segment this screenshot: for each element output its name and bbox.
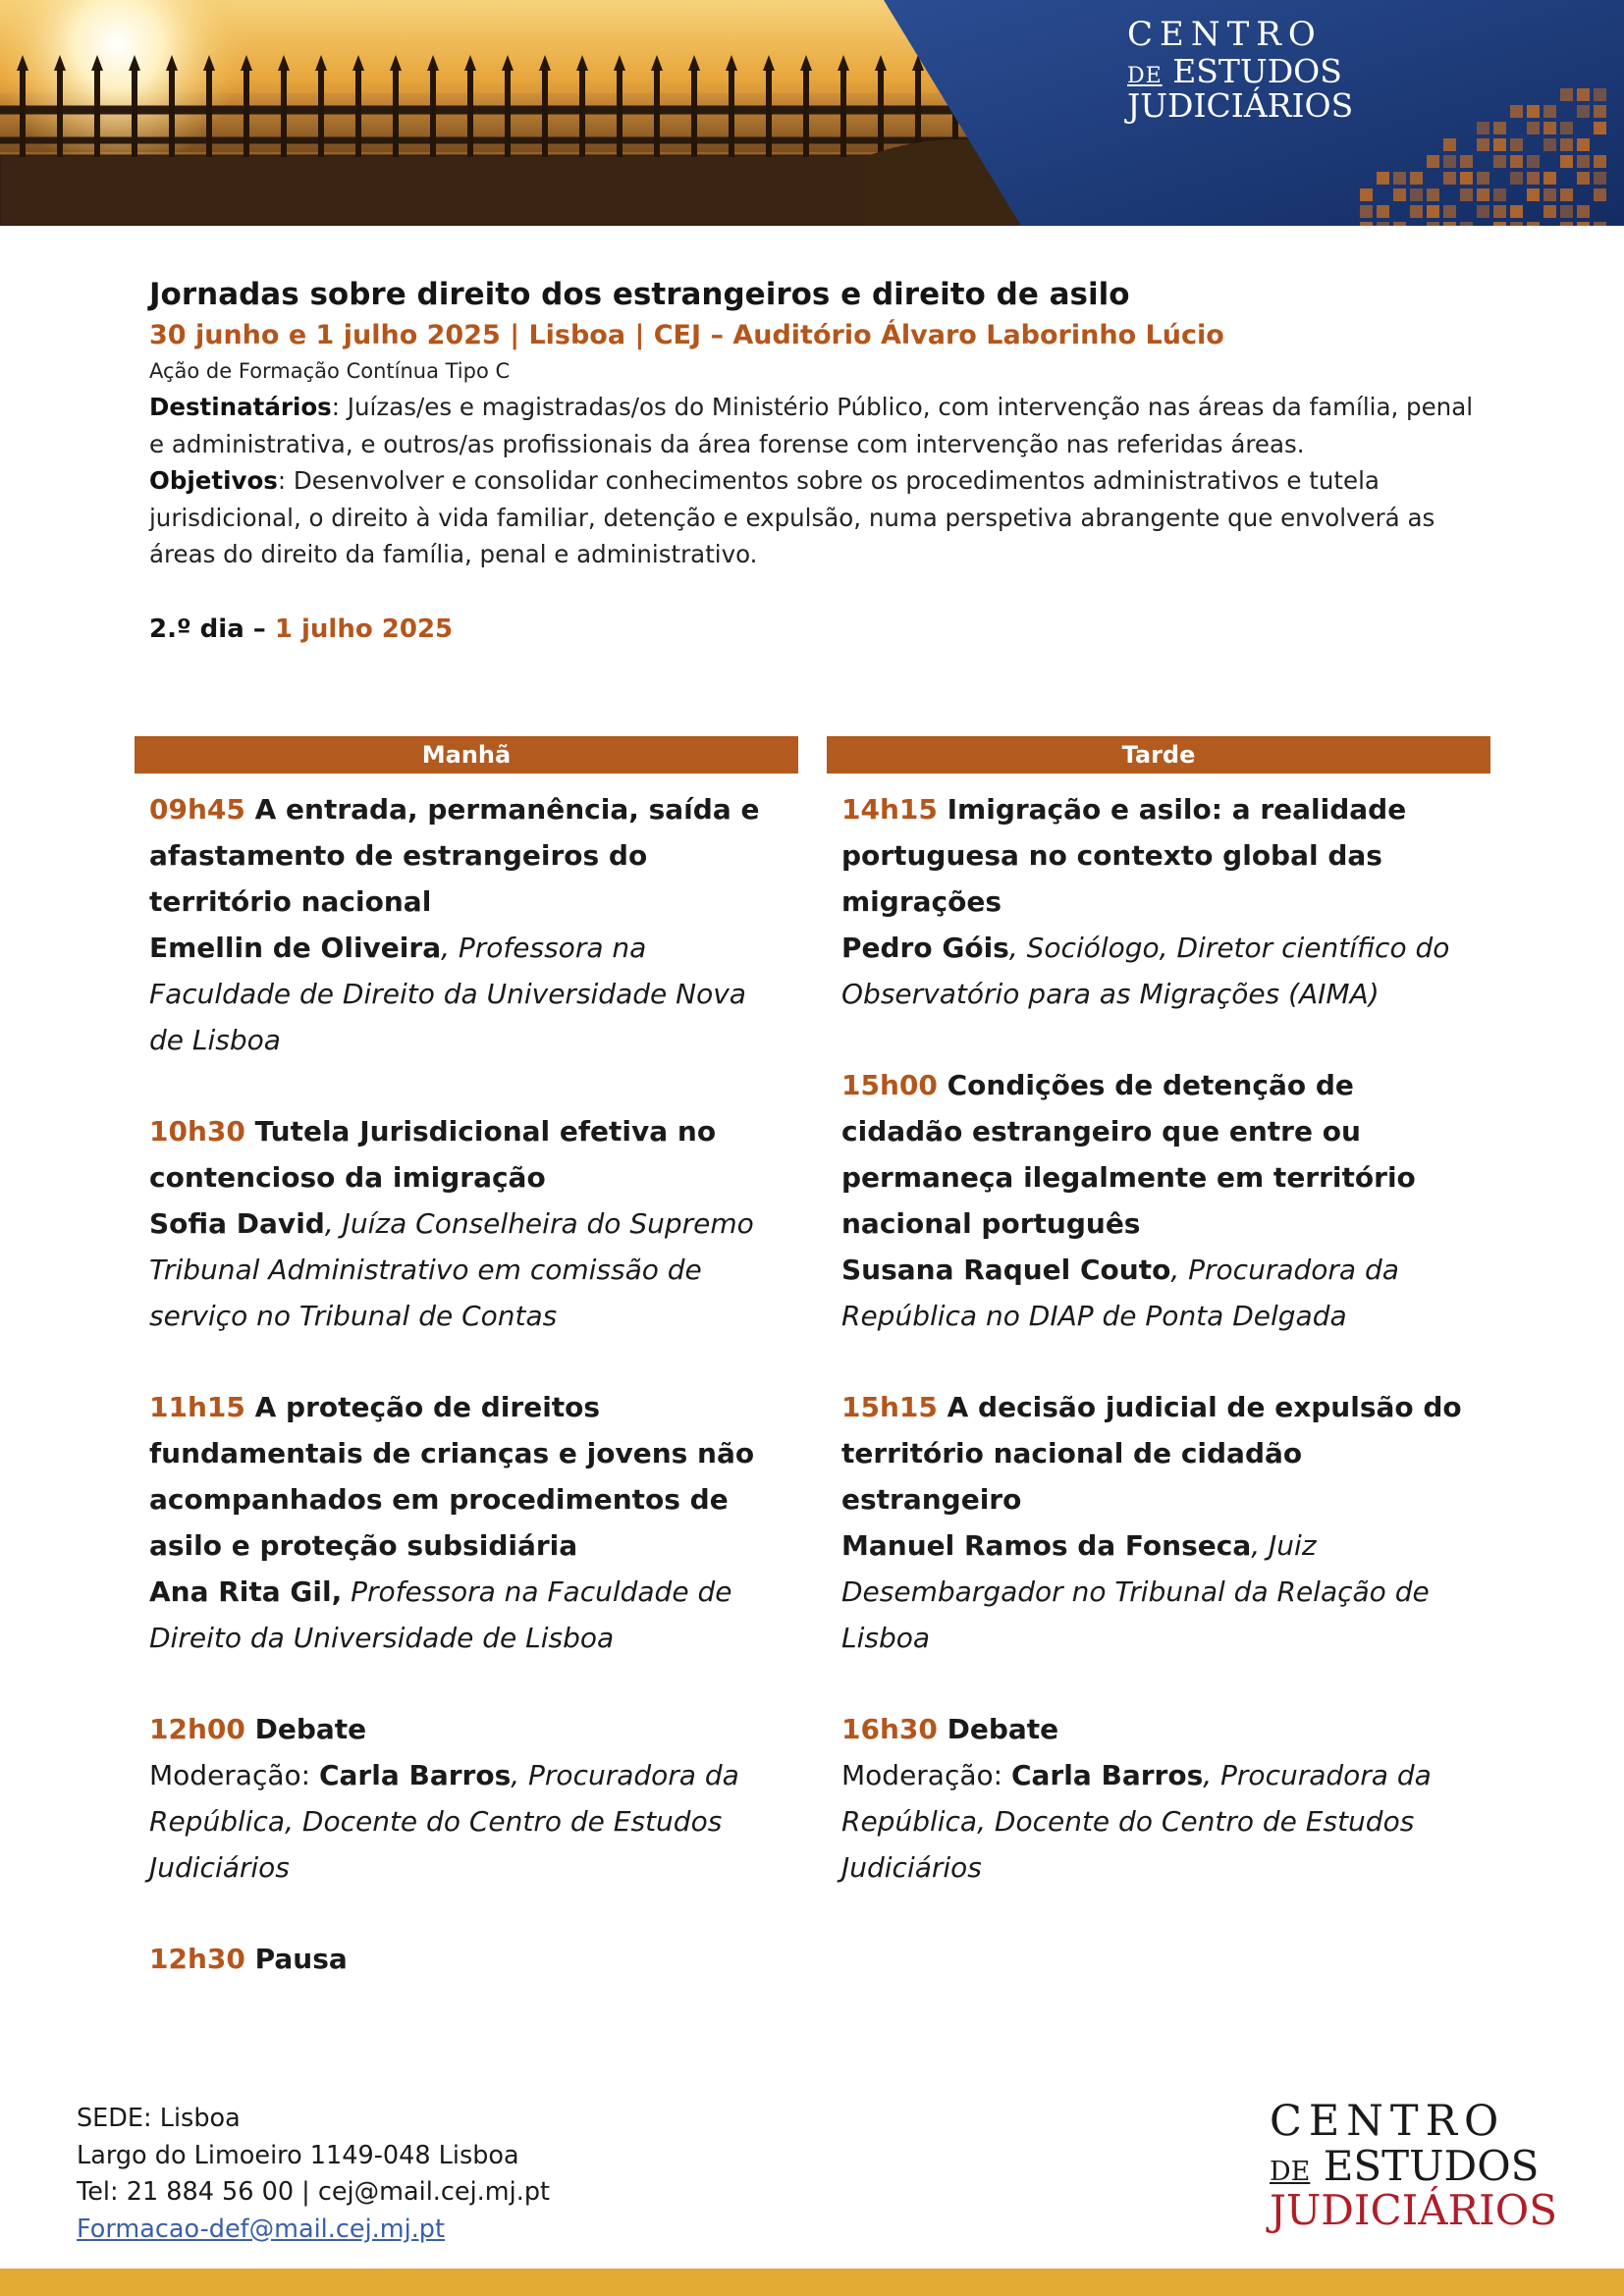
pattern-square [1427,188,1439,201]
pattern-square [1560,188,1573,201]
fence-post [244,69,249,157]
moderation-label: Moderação: [841,1759,1011,1791]
session-time: 10h30 [149,1115,245,1148]
session-topic: Condições de detenção de cidadão estrangeiro que entre ou permaneça ilegalmente em território nacional português [841,1069,1416,1240]
logo-de: DE [1270,2157,1311,2187]
pattern-square [1577,205,1590,218]
banner-logo [1127,15,1363,125]
session-item [841,1384,1476,1661]
session-item [149,1384,784,1661]
session-time: 12h00 [149,1713,245,1745]
pattern-square [1594,155,1606,168]
pattern-square [1393,222,1406,226]
session-topic: A proteção de direitos fundamentais de crianças e jovens não acompanhados em procedimentos de asilo e proteção subsidiária [149,1391,755,1562]
fence-post [803,69,809,157]
pattern-square [1477,122,1489,134]
session-speaker-role: , Procuradora da República no DIAP de Ponta Delgada [841,1254,1399,1332]
pattern-square [1510,138,1523,151]
fence-post [654,69,660,157]
pattern-square [1543,122,1556,134]
fence-post [542,69,548,157]
fence-post [766,69,772,157]
fence-post [57,69,63,157]
pattern-square [1510,105,1523,118]
session-speaker: Pedro Góis [841,932,1009,964]
session-time: 15h15 [841,1391,938,1423]
pattern-square [1560,122,1573,134]
afternoon-header: Tarde [827,736,1490,774]
session-speaker: Sofia David [149,1207,325,1240]
afternoon-column [827,736,1490,1936]
pattern-square [1527,122,1540,134]
logo-line-judiciarios: JUDICIÁRIOS [1270,2186,1557,2234]
pattern-square [1594,88,1606,101]
morning-items [135,774,798,1982]
session-speaker: Susana Raquel Couto [841,1254,1171,1286]
audience-paragraph [149,389,1485,462]
pattern-square [1527,172,1540,185]
objectives-label: Objetivos [149,466,278,495]
fence-post [132,69,137,157]
sunset-fence-photo [0,0,1624,226]
logo-line-centro: CENTRO [1127,15,1323,54]
footer-email-link[interactable]: Formacao-def@mail.cej.mj.pt [77,2214,445,2244]
footer-sede: SEDE: Lisboa [77,2104,241,2133]
fence-post [169,69,175,157]
logo-de: DE [1127,64,1163,88]
fence-post [840,69,846,157]
session-topic: A entrada, permanência, saída e afastamento de estrangeiros do território nacional [149,793,760,918]
pattern-square [1510,155,1523,168]
pattern-square [1577,172,1590,185]
pattern-square [1477,188,1489,201]
session-topic: A decisão judicial de expulsão do território nacional de cidadão estrangeiro [841,1391,1462,1516]
pattern-square [1560,155,1573,168]
pattern-square [1427,205,1439,218]
pattern-square [1443,222,1456,226]
pattern-square [1543,205,1556,218]
session-speaker-role: , Professora na Faculdade de Direito da Universidade Nova de Lisboa [149,932,746,1056]
logo-estudos: ESTUDOS [1162,52,1342,90]
event-title: Jornadas sobre direito dos estrangeiros e direito de asilo [149,277,1130,312]
session-moderator-role: , Procuradora da República, Docente do Centro de Estudos Judiciários [841,1759,1432,1884]
bottom-accent-bar [0,2269,1624,2296]
pattern-square [1594,122,1606,134]
session-item [841,1706,1476,1891]
pattern-square [1527,105,1540,118]
objectives-paragraph [149,462,1485,573]
day-label: 2.º dia – [149,614,275,644]
session-speaker-role: , Juíza Conselheira do Supremo Tribunal Administrativo em comissão de serviço no Tribunal de Contas [149,1207,754,1332]
session-moderator: Carla Barros [318,1759,512,1791]
pattern-square [1410,172,1423,185]
pattern-square [1377,205,1389,218]
pattern-square [1527,222,1540,226]
pattern-square [1377,222,1389,226]
pattern-square [1460,155,1473,168]
session-item [149,1936,784,1982]
pattern-square [1393,172,1406,185]
pattern-square [1460,172,1473,185]
pattern-square [1594,188,1606,201]
pattern-square [1527,188,1540,201]
session-topic: Tutela Jurisdicional efetiva no contencioso da imigração [149,1115,717,1194]
pattern-square [1560,222,1573,226]
morning-column [135,736,798,2027]
fence-post [393,69,399,157]
session-time: 11h15 [149,1391,245,1423]
pattern-square [1577,222,1590,226]
event-date-location: 30 junho e 1 julho 2025 | Lisboa | CEJ – Auditório Álvaro Laborinho Lúcio [149,320,1224,350]
pattern-square [1577,138,1590,151]
fence-post [94,69,100,157]
pattern-square [1527,155,1540,168]
session-item [149,1108,784,1339]
pattern-square [1543,172,1556,185]
session-speaker-role: , Juiz Desembargador no Tribunal da Relação de Lisboa [841,1529,1430,1654]
pattern-square [1443,138,1456,151]
pattern-square [1410,205,1423,218]
pattern-square [1427,222,1439,226]
session-speaker: Ana Rita Gil, [149,1575,343,1608]
fence-post [691,69,697,157]
day-date: 1 julho 2025 [274,614,454,644]
session-moderator-role: , Procuradora da República, Docente do Centro de Estudos Judiciários [149,1759,739,1884]
pattern-square [1543,138,1556,151]
pattern-square [1594,172,1606,185]
session-item [149,1706,784,1891]
pattern-square [1493,138,1506,151]
pattern-square [1410,188,1423,201]
pattern-square [1493,122,1506,134]
pattern-square [1560,138,1573,151]
session-speaker-role: , Sociólogo, Diretor científico do Observatório para as Migrações (AIMA) [841,932,1450,1010]
pattern-square [1510,172,1523,185]
session-time: 14h15 [841,793,938,826]
session-speaker-role: Professora na Faculdade de Direito da Universidade de Lisboa [149,1575,732,1654]
pattern-square [1477,172,1489,185]
intro-section [149,277,1485,644]
moderation-label: Moderação: [149,1759,319,1791]
fence-post [467,69,473,157]
logo-line-estudos [1270,2142,1554,2190]
pattern-square [1393,188,1406,201]
fence-post [281,69,287,157]
pattern-square [1460,188,1473,201]
session-topic: Debate [937,1713,1059,1745]
session-speaker: Emellin de Oliveira [149,932,442,964]
pattern-square [1493,205,1506,218]
session-topic: Imigração e asilo: a realidade portuguesa no contexto global das migrações [841,793,1407,918]
fence-post [505,69,511,157]
logo-line-centro: CENTRO [1270,2097,1506,2146]
session-time: 12h30 [149,1943,245,1975]
session-speaker: Manuel Ramos da Fonseca [841,1529,1252,1562]
fence-post [617,69,623,157]
pattern-square [1577,155,1590,168]
pattern-square [1360,222,1373,226]
footer-logo [1270,2097,1557,2234]
fence-post [206,69,212,157]
pattern-square [1443,155,1456,168]
pattern-square [1460,222,1473,226]
pattern-square [1543,105,1556,118]
session-time: 09h45 [149,793,245,826]
day-heading [149,614,1485,644]
pattern-square [1510,222,1523,226]
training-type: Ação de Formação Contínua Tipo C [149,359,511,383]
fence-post [355,69,361,157]
pattern-square [1360,205,1373,218]
pattern-square [1560,88,1573,101]
audience-text: : Juízas/es e magistradas/os do Ministério Público, com intervenção nas áreas da família, penal e administrativa, e outros/as profissionais da área forense com intervenção nas referidas áreas. [149,393,1474,458]
pattern-square [1477,205,1489,218]
pattern-square [1443,172,1456,185]
logo-line-judiciarios: JUDICIÁRIOS [1127,86,1354,125]
pattern-square [1377,172,1389,185]
fence-post [729,69,734,157]
fence-post [430,69,436,157]
footer-contact: Tel: 21 884 56 00 | cej@mail.cej.mj.pt [77,2177,550,2207]
pattern-square [1560,205,1573,218]
session-topic: Debate [244,1713,367,1745]
logo-estudos: ESTUDOS [1310,2142,1540,2190]
pattern-square [1493,222,1506,226]
pattern-square [1577,88,1590,101]
header-banner [0,0,1624,226]
afternoon-items [827,774,1490,1891]
pattern-square [1493,188,1506,201]
footer-address [77,2101,550,2248]
session-moderator: Carla Barros [1010,1759,1204,1791]
audience-label: Destinatários [149,393,332,421]
pattern-square [1360,188,1373,201]
session-time: 15h00 [841,1069,938,1101]
session-item [841,786,1476,1017]
fence-post [579,69,585,157]
pattern-square [1477,138,1489,151]
pattern-square [1443,205,1456,218]
pattern-square [1510,205,1523,218]
session-time: 16h30 [841,1713,938,1745]
pattern-square [1577,105,1590,118]
fence-post [20,69,26,157]
session-topic: Pausa [244,1943,348,1975]
fence-post [318,69,324,157]
objectives-text: : Desenvolver e consolidar conhecimentos sobre os procedimentos administrativos e tutela jurisdicional, o direito à vida familiar, detenção e expulsão, numa perspetiva abrangente que envolverá as áreas do direito da família, penal e administrativo. [149,466,1435,568]
pattern-square [1493,155,1506,168]
fence-post [878,69,884,157]
morning-header: Manhã [135,736,798,774]
pattern-square [1543,188,1556,201]
session-item [149,786,784,1063]
logo-line-estudos [1127,52,1363,90]
pattern-square [1594,222,1606,226]
session-item [841,1062,1476,1339]
footer-street: Largo do Limoeiro 1149-048 Lisboa [77,2140,519,2170]
pattern-square [1427,155,1439,168]
pattern-square [1594,105,1606,118]
